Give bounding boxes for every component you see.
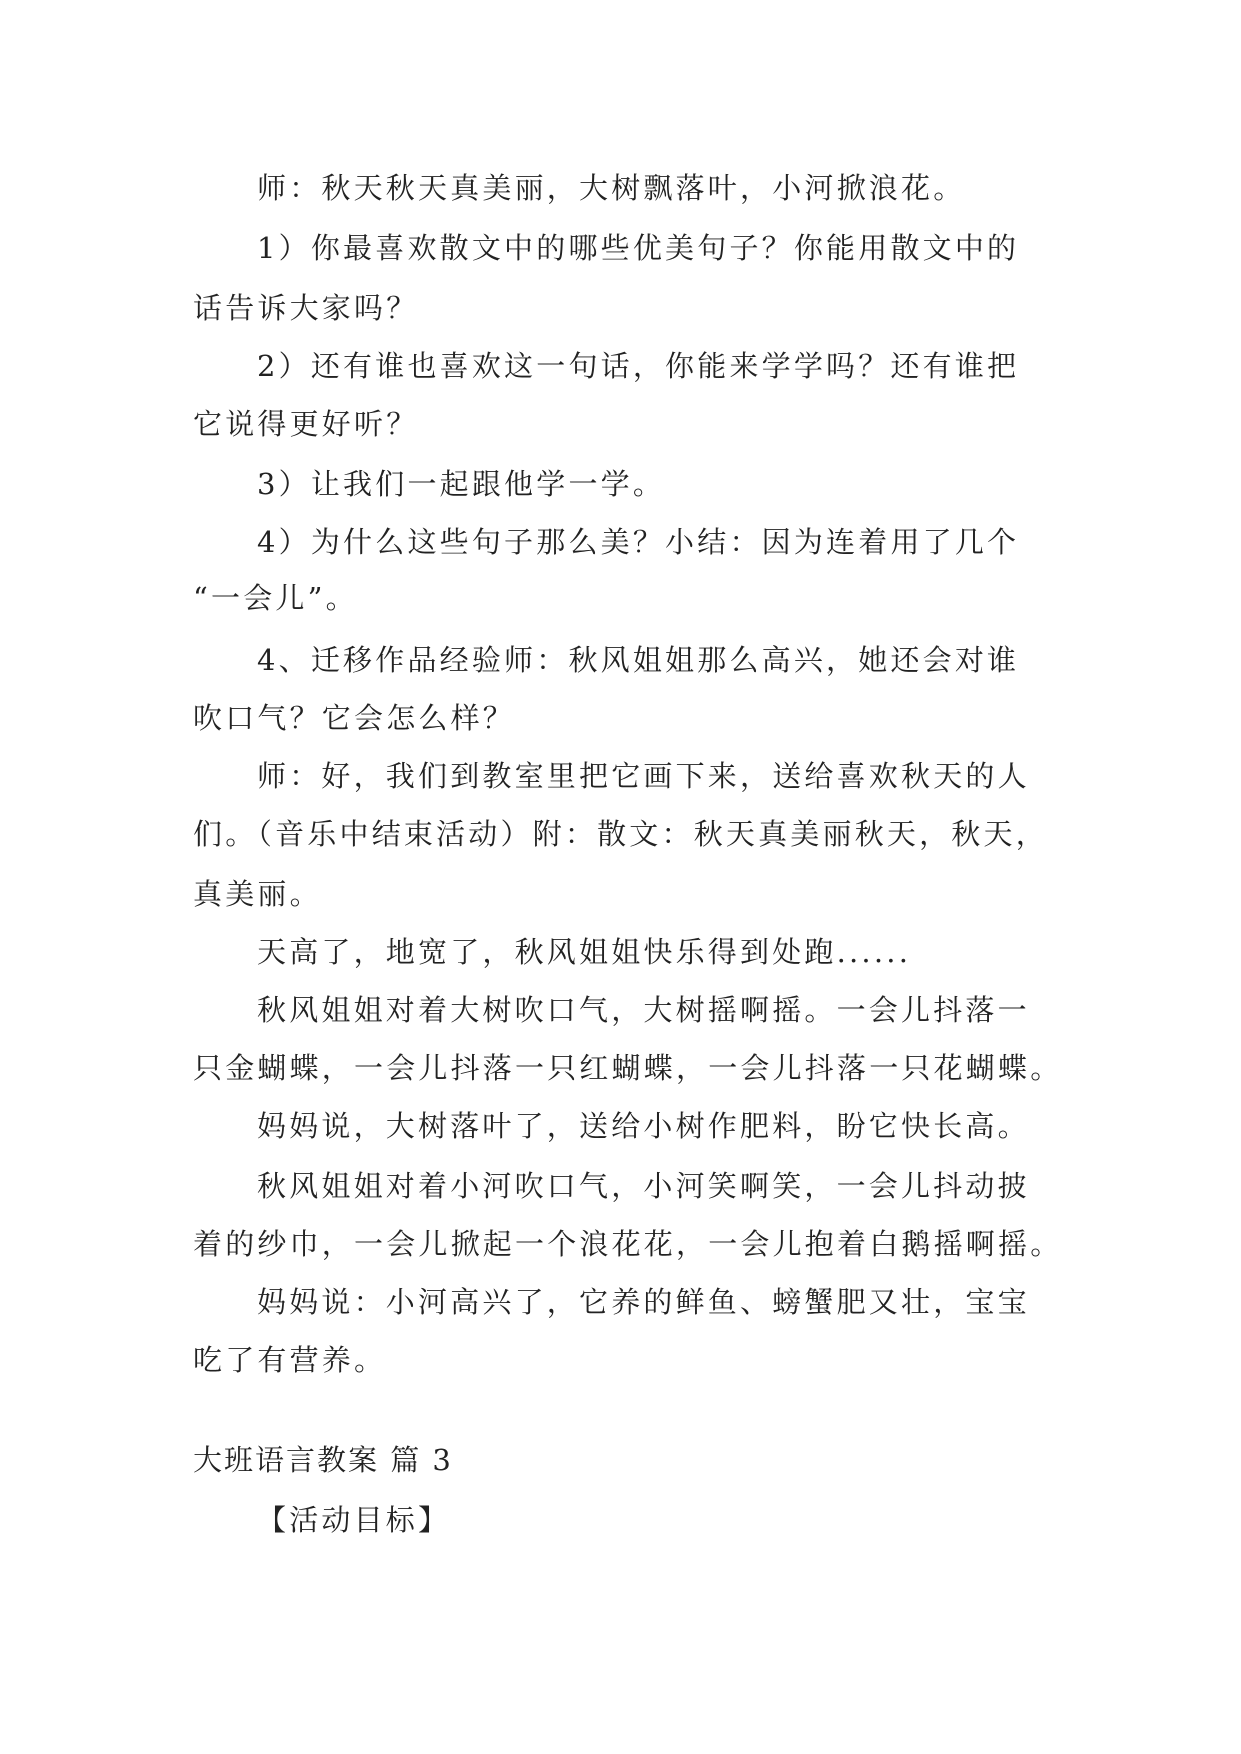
paragraph-line: 妈妈说：小河高兴了，它养的鲜鱼、螃蟹肥又壮，宝宝 — [257, 1285, 1030, 1319]
paragraph-line: 真美丽。 — [193, 877, 322, 911]
paragraph-line: 秋风姐姐对着小河吹口气，小河笑啊笑，一会儿抖动披 — [257, 1169, 1030, 1203]
paragraph-line: 4、迁移作品经验师：秋风姐姐那么高兴，她还会对谁 — [257, 643, 1020, 677]
paragraph-line: 2）还有谁也喜欢这一句话，你能来学学吗？还有谁把 — [257, 349, 1020, 383]
paragraph-line: 3）让我们一起跟他学一学。 — [257, 467, 666, 501]
paragraph-line: 们。（音乐中结束活动）附：散文：秋天真美丽秋天，秋天， — [193, 817, 1048, 851]
paragraph-line: 4）为什么这些句子那么美？小结：因为连着用了几个 — [257, 525, 1020, 559]
section-subheading: 【活动目标】 — [257, 1503, 451, 1537]
paragraph-line: 它说得更好听？ — [193, 407, 419, 441]
paragraph-line: 1）你最喜欢散文中的哪些优美句子？你能用散文中的 — [257, 231, 1020, 265]
paragraph-line: 秋风姐姐对着大树吹口气，大树摇啊摇。一会儿抖落一 — [257, 993, 1030, 1027]
section-heading: 大班语言教案 篇 3 — [193, 1443, 453, 1477]
paragraph-line: 吃了有营养。 — [193, 1343, 387, 1377]
paragraph-line: 妈妈说，大树落叶了，送给小树作肥料，盼它快长高。 — [257, 1109, 1030, 1143]
paragraph-line: 师：好，我们到教室里把它画下来，送给喜欢秋天的人 — [257, 759, 1030, 793]
paragraph-line: 吹口气？它会怎么样？ — [193, 701, 516, 735]
paragraph-line: 天高了，地宽了，秋风姐姐快乐得到处跑...... — [257, 935, 912, 969]
paragraph-line: 师：秋天秋天真美丽，大树飘落叶，小河掀浪花。 — [257, 171, 966, 205]
paragraph-line: “一会儿”。 — [193, 581, 358, 615]
paragraph-line: 着的纱巾，一会儿掀起一个浪花花，一会儿抱着白鹅摇啊摇。 — [193, 1227, 1063, 1261]
paragraph-line: 只金蝴蝶，一会儿抖落一只红蝴蝶，一会儿抖落一只花蝴蝶。 — [193, 1051, 1063, 1085]
paragraph-line: 话告诉大家吗？ — [193, 291, 419, 325]
